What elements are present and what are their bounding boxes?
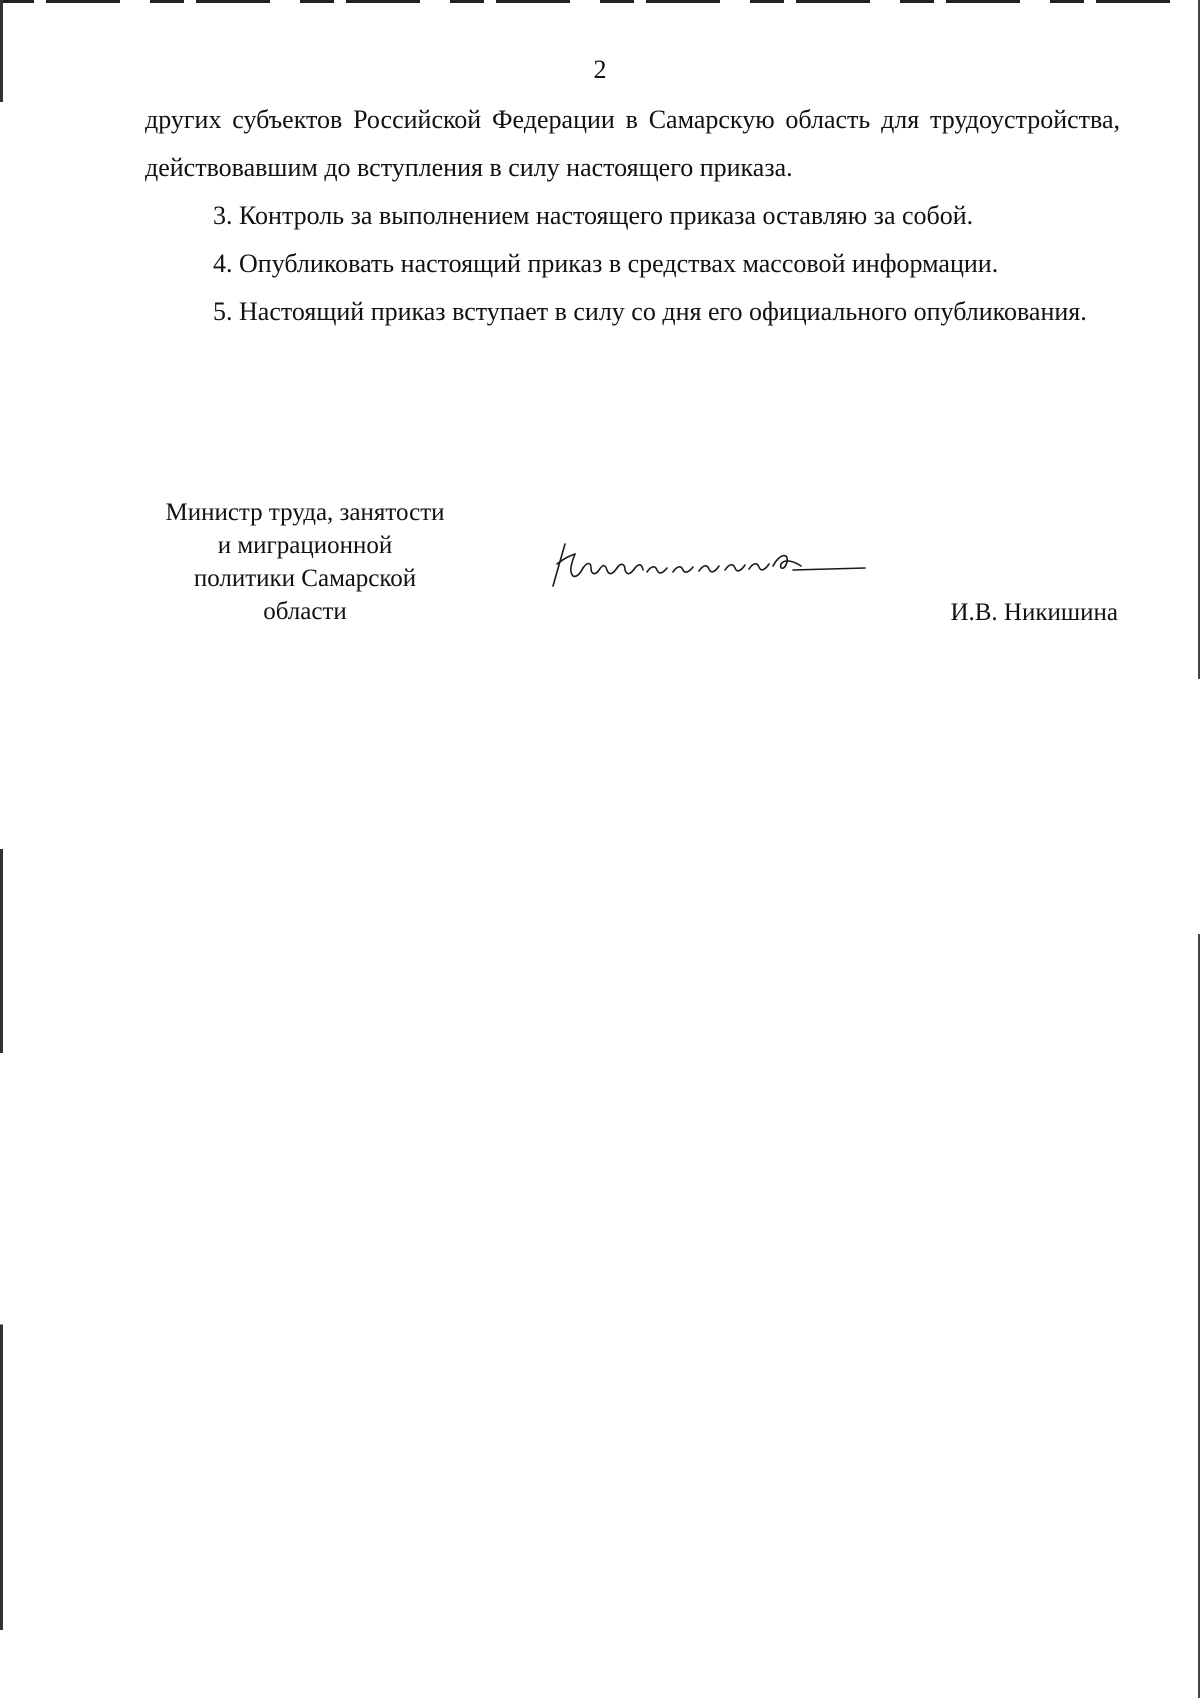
- position-line: и миграционной: [217, 532, 393, 559]
- paragraph-continuation: других субъектов Российской Федерации в Самарскую область для трудоустройства, действовавшим до вступления в силу настоящего приказа.: [145, 105, 1120, 182]
- paragraph-item-5: 5. Настоящий приказ вступает в силу со дня его официального опубликования.: [213, 297, 1087, 326]
- signatory-position: [135, 496, 475, 628]
- document-body: [145, 96, 1120, 336]
- handwritten-signature: [535, 536, 875, 596]
- position-line: области: [263, 598, 347, 625]
- page-number: 2: [593, 55, 607, 84]
- scan-edge-top: [0, 0, 1200, 3]
- position-line: Министр труда, занятости: [165, 499, 445, 526]
- signatory-name: И.В. Никишина: [950, 599, 1118, 626]
- paragraph-item-4: 4. Опубликовать настоящий приказ в средствах массовой информации.: [213, 249, 999, 278]
- position-line: политики Самарской: [193, 565, 417, 592]
- paragraph-item-3: 3. Контроль за выполнением настоящего приказа оставляю за собой.: [213, 201, 974, 230]
- scan-edge-left: [0, 0, 3, 1698]
